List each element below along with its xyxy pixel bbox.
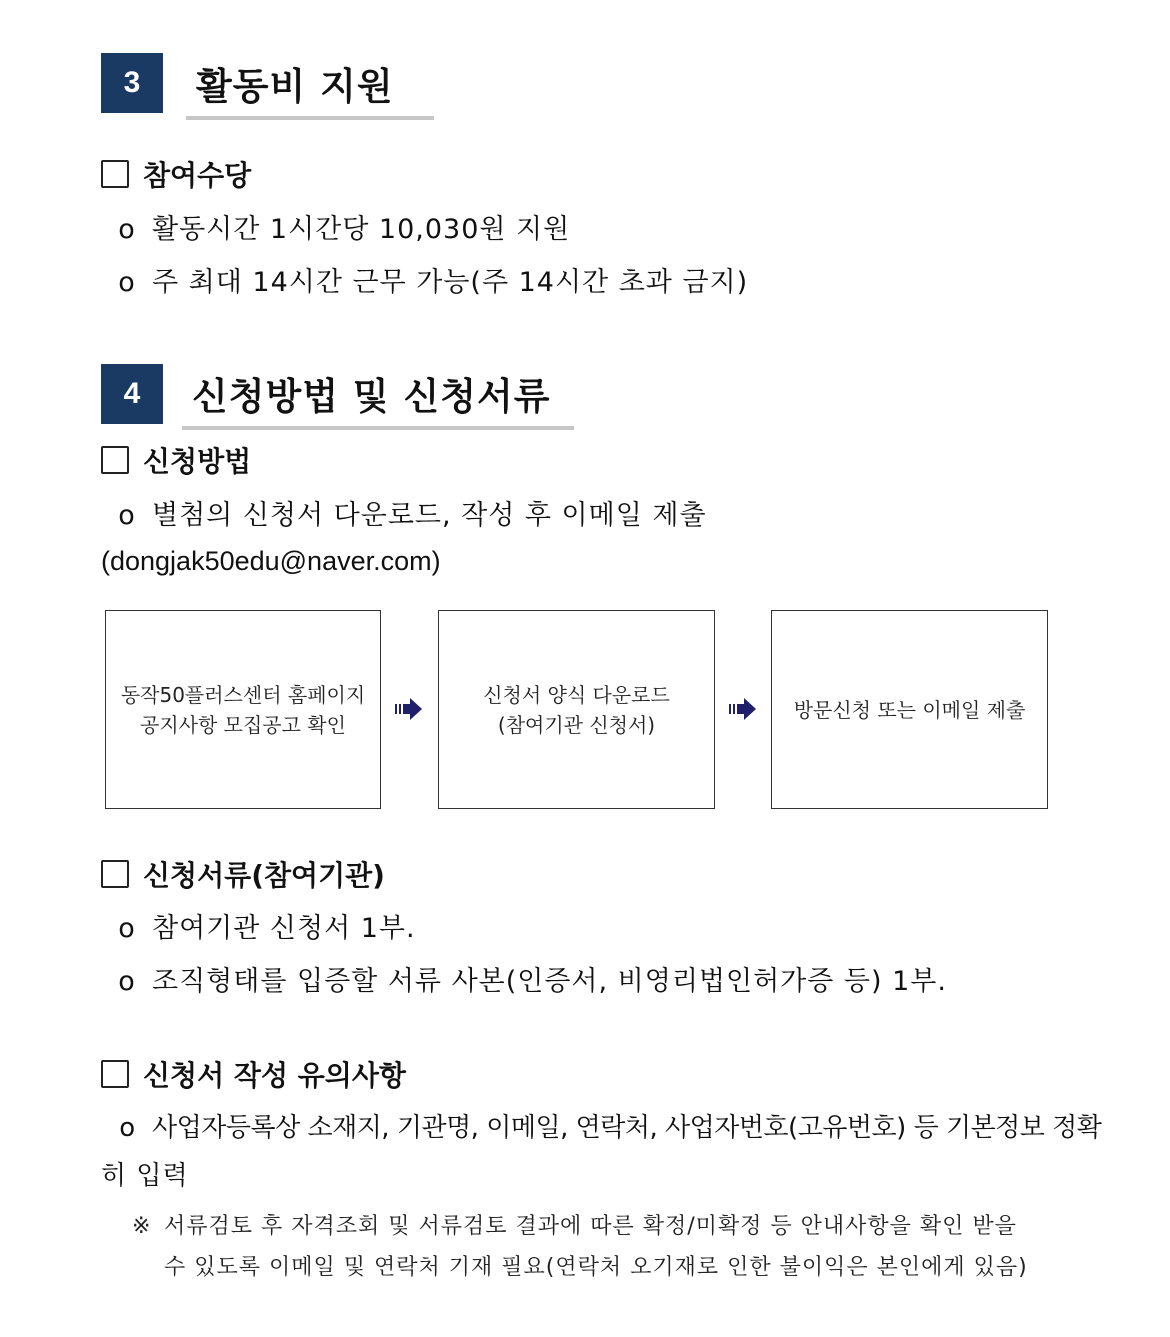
reference-mark: ※ bbox=[132, 1214, 152, 1239]
list-item bbox=[116, 260, 748, 299]
list-item bbox=[116, 1107, 1101, 1144]
flow-step-line: 방문신청 또는 이메일 제출 bbox=[793, 697, 1026, 722]
list-item-text: 주 최대 14시간 근무 가능(주 14시간 초과 금지) bbox=[152, 267, 749, 298]
list-item-text: 별첨의 신청서 다운로드, 작성 후 이메일 제출 bbox=[152, 500, 707, 531]
list-item-text: 사업자등록상 소재지, 기관명, 이메일, 연락처, 사업자번호(고유번호) 등 기본정보 정확 bbox=[152, 1113, 1102, 1143]
bullet-mark: o bbox=[118, 966, 136, 997]
email-address: (dongjak50edu@naver.com) bbox=[101, 546, 441, 576]
subsection-heading-notes bbox=[101, 1054, 406, 1094]
section-number-badge: 4 bbox=[101, 364, 163, 424]
flow-step-2 bbox=[438, 610, 715, 809]
flow-step-1 bbox=[105, 610, 381, 809]
bullet-mark: o bbox=[119, 1113, 135, 1143]
subsection-title: 참여수당 bbox=[143, 159, 252, 192]
subsection-heading-allowance bbox=[101, 154, 251, 194]
subsection-heading-documents bbox=[101, 854, 385, 894]
bullet-mark: o bbox=[118, 267, 136, 298]
section-title: 활동비 지원 bbox=[186, 56, 434, 120]
subsection-title: 신청서류(참여기관) bbox=[143, 859, 385, 892]
flow-step-3 bbox=[771, 610, 1048, 809]
list-item bbox=[116, 906, 416, 945]
remark-line: 수 있도록 이메일 및 연락처 기재 필요(연락처 오기재로 인한 불이익은 본인에게 있음) bbox=[164, 1255, 1028, 1280]
flow-step-line: (참여기관 신청서) bbox=[497, 712, 656, 737]
bullet-mark: o bbox=[118, 214, 136, 245]
arrow-right-icon bbox=[729, 697, 757, 721]
flow-step-line: 공지사항 모집공고 확인 bbox=[140, 712, 346, 737]
subsection-title: 신청방법 bbox=[143, 445, 252, 478]
remark-line bbox=[132, 1209, 1017, 1240]
list-item-text: 활동시간 1시간당 10,030원 지원 bbox=[152, 214, 571, 245]
subsection-heading-method bbox=[101, 440, 251, 480]
list-item-text: 참여기관 신청서 1부. bbox=[152, 913, 416, 944]
list-item-text: 조직형태를 입증할 서류 사본(인증서, 비영리법인허가증 등) 1부. bbox=[152, 966, 947, 997]
flow-step-line: 동작50플러스센터 홈페이지 bbox=[120, 682, 366, 707]
bullet-mark: o bbox=[118, 913, 136, 944]
checkbox-icon bbox=[101, 1060, 129, 1088]
remark-text: 서류검토 후 자격조회 및 서류검토 결과에 따른 확정/미확정 등 안내사항을 확인 받을 bbox=[164, 1214, 1017, 1239]
list-item bbox=[116, 959, 947, 998]
section-title: 신청방법 및 신청서류 bbox=[182, 366, 574, 430]
checkbox-icon bbox=[101, 860, 129, 888]
arrow-right-icon bbox=[395, 697, 423, 721]
list-item-continuation: 히 입력 bbox=[101, 1161, 189, 1191]
subsection-title: 신청서 작성 유의사항 bbox=[143, 1059, 406, 1092]
bullet-mark: o bbox=[118, 500, 136, 531]
checkbox-icon bbox=[101, 160, 129, 188]
checkbox-icon bbox=[101, 446, 129, 474]
list-item bbox=[116, 493, 707, 532]
list-item bbox=[116, 207, 570, 246]
flow-step-line: 신청서 양식 다운로드 bbox=[483, 682, 670, 707]
section-number-badge: 3 bbox=[101, 53, 163, 113]
